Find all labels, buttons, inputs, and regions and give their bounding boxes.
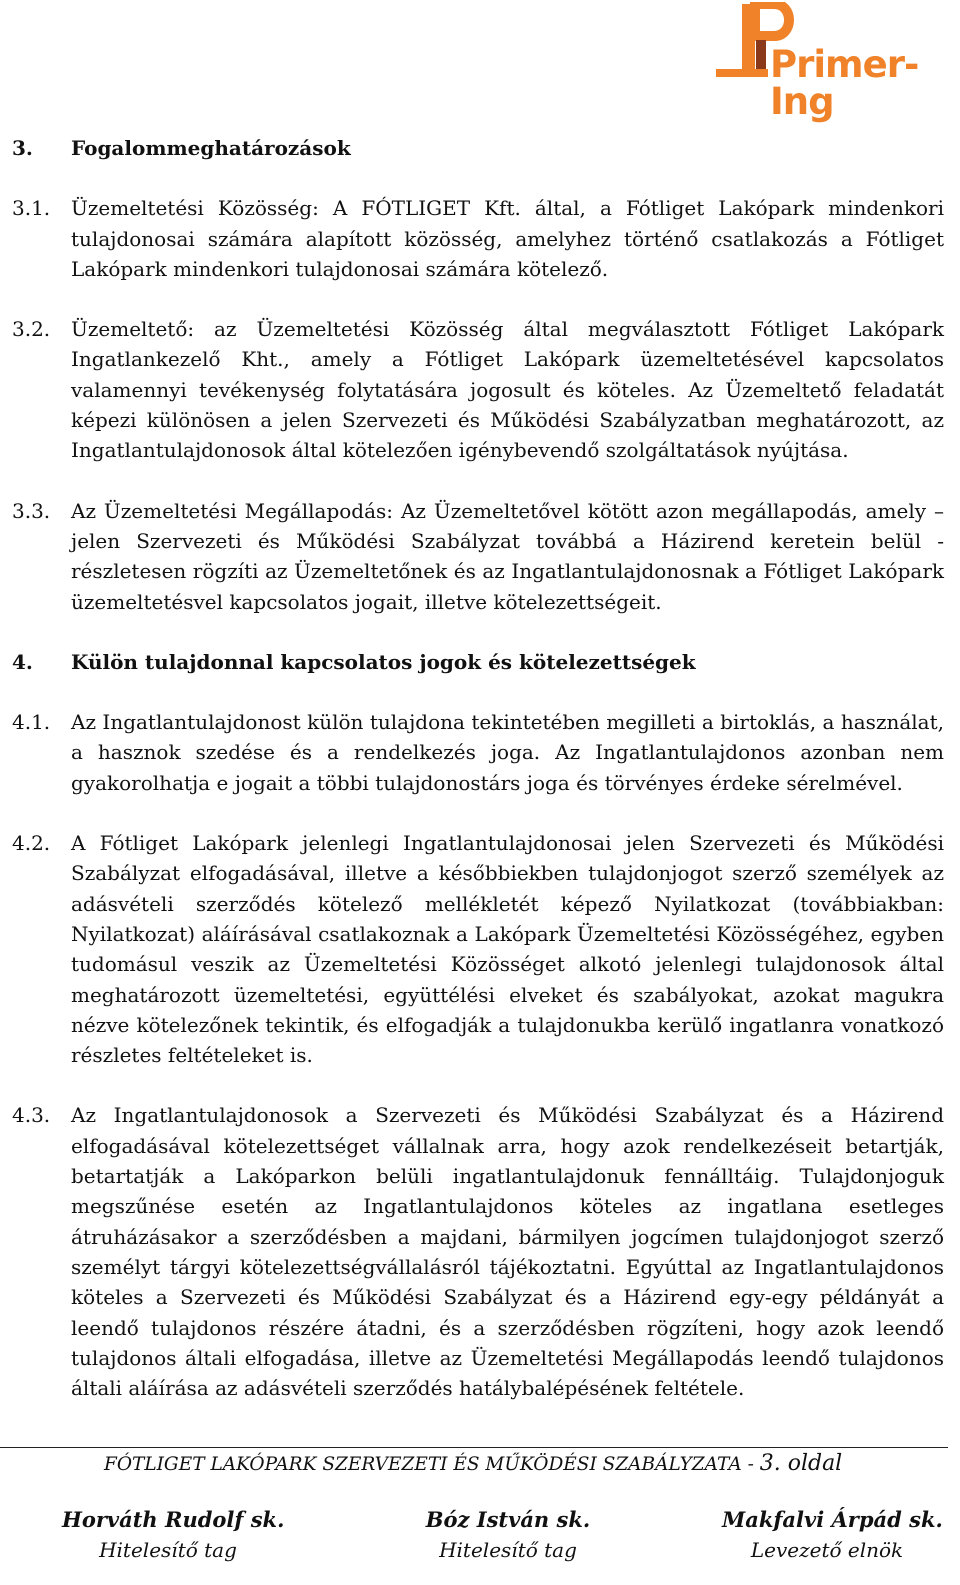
paragraph-text: A Fótliget Lakópark jelenlegi Ingatlantulajdonosai jelen Szervezeti és Működési Szabályzat elfogadásával, illetve a későbbiekben tulajdonjogot szerző személyek az adásvételi szerződés kötelező mellékletét képező Nyilatkozat (továbbiakban: Nyilatkozat) aláírásával csatlakoznak a Lakópark Üzemeltetési Közösségéhez, egyben tudomásul veszik az Üzemeltetési Közösséget alkotó jelenlegi tulajdonosok által meghatározott üzemeltetési, együttélési elveket és szabályokat, azokat magukra nézve kötelezőnek tekintik, és elfogadják a tulajdonukba kerülő ingatlanra vonatkozó részletes feltételeket is. bbox=[71, 831, 944, 1068]
signature-block bbox=[420, 1505, 596, 1565]
rights-paragraph bbox=[12, 707, 944, 798]
section-heading bbox=[12, 133, 944, 163]
signature-block bbox=[722, 1505, 943, 1565]
paragraph-text: Az Ingatlantulajdonost külön tulajdona tekintetében megilleti a birtoklás, a használat, a hasznok szedése és a rendelkezés joga. Az Ingatlantulajdonos azonban nem gyakorolhatja e jogait a többi tulajdonostárs joga és törvényes érdeke sérelmével. bbox=[71, 710, 944, 795]
paragraph-number: 3.3. bbox=[12, 498, 51, 523]
definition-paragraph bbox=[12, 314, 944, 465]
signatory-role: Hitelesítő tag bbox=[439, 1538, 577, 1562]
signatory-role: Levezető elnök bbox=[750, 1538, 904, 1562]
signatory-name: Makfalvi Árpád sk. bbox=[722, 1507, 943, 1532]
definition-paragraph bbox=[12, 496, 944, 617]
rights-paragraph bbox=[12, 1100, 944, 1403]
rights-paragraph bbox=[12, 828, 944, 1070]
footer-title bbox=[104, 1450, 944, 1479]
document-body bbox=[12, 133, 944, 1433]
page-number: 3. oldal bbox=[759, 1451, 843, 1476]
section-number: 4. bbox=[12, 649, 33, 674]
signatory-name: Bóz István sk. bbox=[425, 1507, 591, 1532]
paragraph-number: 4.1. bbox=[12, 710, 51, 735]
footer-divider bbox=[0, 1447, 948, 1448]
paragraph-text: Üzemeltetési Közösség: A FÓTLIGET Kft. által, a Fótliget Lakópark mindenkori tulajdonosai számára alapított közösség, amelyhez történő csatlakozás a Fótliget Lakópark mindenkori tulajdonosai számára kötelező. bbox=[71, 196, 944, 281]
paragraph-number: 4.2. bbox=[12, 831, 51, 856]
paragraph-text: Az Üzemeltetési Megállapodás: Az Üzemeltetővel kötött azon megállapodás, amely – jelen Szervezeti és Működési Szabályzat továbbá a Házirend keretein belül - részletesen rögzíti az Üzemeltetőnek és az Ingatlantulajdonosnak a Fótliget Lakópark üzemeltetésvel kapcsolatos jogait, illetve kötelezettségeit. bbox=[71, 498, 944, 614]
signatory-name: Horváth Rudolf sk. bbox=[62, 1507, 285, 1532]
definition-paragraph bbox=[12, 193, 944, 284]
section-number: 3. bbox=[12, 136, 33, 160]
footer-doc-title: FÓTLIGET LAKÓPARK SZERVEZETI ÉS MŰKÖDÉSI SZABÁLYZATA - bbox=[104, 1454, 760, 1475]
section-heading bbox=[12, 647, 944, 677]
paragraph-number: 4.3. bbox=[12, 1103, 51, 1128]
paragraph-text: Üzemeltető: az Üzemeltetési Közösség által megválasztott Fótliget Lakópark Ingatlankezelő Kht., amely a Fótliget Lakópark üzemeltetésével kapcsolatos valamennyi tevékenység folytatására jogosult és köteles. Az Üzemeltető feladatát képezi különösen a jelen Szervezeti és Működési Szabályzatban meghatározott, az Ingatlantulajdonosok által kötelezően igénybevendő szolgáltatások nyújtása. bbox=[71, 317, 944, 463]
section-title: Külön tulajdonnal kapcsolatos jogok és kötelezettségek bbox=[71, 649, 696, 674]
logo-wordmark: Primer-Ing bbox=[770, 43, 919, 123]
signatory-role: Hitelesítő tag bbox=[99, 1538, 237, 1562]
paragraph-number: 3.1. bbox=[12, 196, 51, 221]
signature-block bbox=[62, 1505, 285, 1565]
paragraph-number: 3.2. bbox=[12, 317, 51, 342]
section-title: Fogalommeghatározások bbox=[71, 136, 351, 160]
paragraph-text: Az Ingatlantulajdonosok a Szervezeti és Működési Szabályzat és a Házirend elfogadásával kötelezettséget vállalnak arra, hogy azok rendelkezéseit betartják, betartatják a Lakóparkon belüli ingatlantulajdonuk fennálltáig. Tulajdonjoguk megszűnése esetén az Ingatlantulajdonos köteles az ingatlana esetleges átruházásakor a szerződésben a majdani, bármilyen jogcímen tulajdonjogot szerző személyt tárgyi kötelezettségvállalásról tájékoztatni. Egyúttal az Ingatlantulajdonos köteles a Szervezeti és Működési Szabályzat és a Házirend egy-egy példányát a leendő tulajdonos részére átadni, és a szerződésben rögzíteni, hogy azok leendő tulajdonos általi elfogadása, illetve az Üzemeltetési Megállapodás leendő tulajdonos általi aláírása az adásvételi szerződés hatálybalépésének feltétele. bbox=[71, 1103, 944, 1401]
company-logo bbox=[716, 2, 952, 123]
